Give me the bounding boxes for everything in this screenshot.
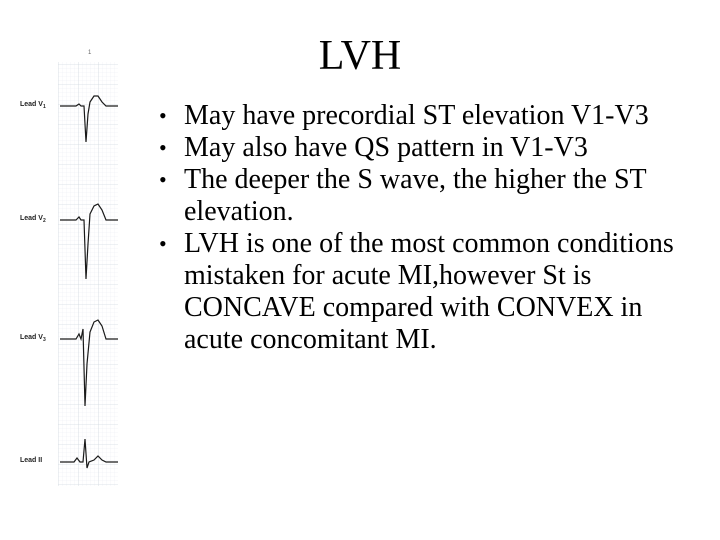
bullet-text: The deeper the S wave, the higher the ST elevation. <box>184 164 647 227</box>
page-number: 1 <box>88 50 92 56</box>
bullet-list <box>155 100 695 356</box>
bullet-dot-icon: • <box>159 103 167 128</box>
bullet-dot-icon: • <box>159 231 167 256</box>
bullet-item <box>155 132 695 164</box>
bullet-item <box>155 164 695 228</box>
bullet-item <box>155 100 695 132</box>
lead-label-v2: Lead $V_2$ <box>20 215 46 224</box>
ecg-strip-image <box>18 44 120 488</box>
bullet-text: LVH is one of the most common conditions mistaken for acute MI,however St is CONCAVE compared with CONVEX in acute concomitant MI. <box>184 228 674 355</box>
bullet-dot-icon: • <box>159 135 167 160</box>
bullet-text: May have precordial ST elevation V1-V3 <box>184 100 649 131</box>
bullet-dot-icon: • <box>159 167 167 192</box>
lead-label-v3: Lead $V_3$ <box>20 334 46 343</box>
lead-label-v1: Lead $V_1$ <box>20 101 46 110</box>
slide-title: LVH <box>318 33 402 79</box>
ecg-strip-svg <box>18 44 120 488</box>
bullet-item <box>155 228 695 356</box>
ecg-grid <box>58 62 118 486</box>
lead-label-ii: Lead II <box>20 457 43 464</box>
bullet-text: May also have QS pattern in V1-V3 <box>184 132 588 163</box>
